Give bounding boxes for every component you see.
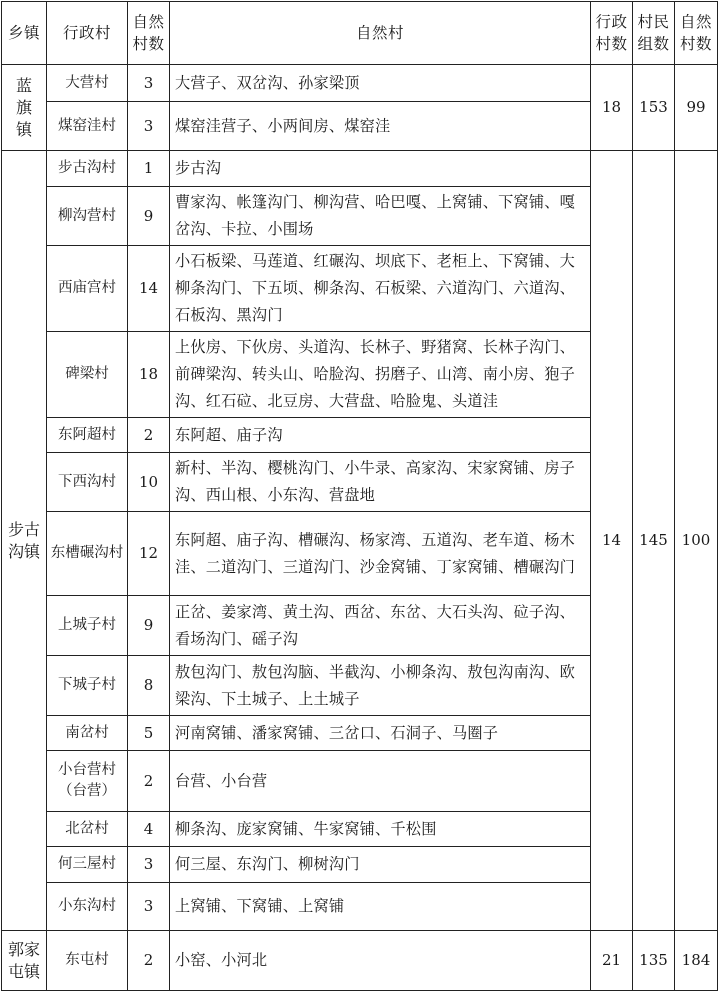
natural-count: 18: [128, 332, 170, 418]
table-row: [2, 931, 718, 991]
natural-count: 10: [128, 453, 170, 512]
admin-village-name: 柳沟营村: [47, 187, 128, 246]
natural-count: 9: [128, 596, 170, 656]
admin-total: 14: [591, 151, 633, 931]
admin-village-name: 东阿超村: [47, 418, 128, 453]
header-natural-villages: 自然村: [170, 2, 591, 65]
header-natural-count: 自然 村数: [128, 2, 170, 65]
natural-count: 5: [128, 716, 170, 751]
natural-count: 3: [128, 847, 170, 883]
natural-total: 99: [675, 65, 718, 151]
natural-count: 2: [128, 931, 170, 991]
admin-village-name: 南岔村: [47, 716, 128, 751]
header-group-total: 村民 组数: [633, 2, 675, 65]
admin-village-name: 上城子村: [47, 596, 128, 656]
natural-count: 3: [128, 65, 170, 102]
admin-village-name: 碑梁村: [47, 332, 128, 418]
natural-total: 100: [675, 151, 718, 931]
natural-count: 1: [128, 151, 170, 187]
natural-village-list: 步古沟: [170, 151, 591, 187]
natural-village-list: 大营子、双岔沟、孙家梁顶: [170, 65, 591, 102]
natural-count: 2: [128, 751, 170, 812]
group-total: 153: [633, 65, 675, 151]
natural-village-list: 煤窑洼营子、小两间房、煤窑洼: [170, 102, 591, 151]
table-body: [2, 65, 718, 991]
header-admin-total: 行政 村数: [591, 2, 633, 65]
admin-village-name: 下西沟村: [47, 453, 128, 512]
admin-village-name: 下城子村: [47, 656, 128, 716]
natural-count: 3: [128, 102, 170, 151]
natural-village-list: 台营、小台营: [170, 751, 591, 812]
group-total: 145: [633, 151, 675, 931]
natural-total: 184: [675, 931, 718, 991]
natural-village-list: 小窑、小河北: [170, 931, 591, 991]
admin-village-name: 何三屋村: [47, 847, 128, 883]
table-row: [2, 151, 718, 187]
header-admin-village: 行政村: [47, 2, 128, 65]
natural-village-list: 小石板梁、马莲道、红碾沟、坝底下、老柜上、下窝铺、大柳条沟门、下五顷、柳条沟、石板梁、六道沟门、六道沟、石板沟、黑沟门: [170, 246, 591, 332]
admin-village-name: 东槽碾沟村: [47, 512, 128, 596]
natural-count: 12: [128, 512, 170, 596]
admin-village-name: 小台营村 （台营）: [47, 751, 128, 812]
admin-village-name: 小东沟村: [47, 883, 128, 931]
natural-village-list: 何三屋、东沟门、柳树沟门: [170, 847, 591, 883]
admin-village-name: 煤窑洼村: [47, 102, 128, 151]
natural-count: 14: [128, 246, 170, 332]
admin-village-name: 东屯村: [47, 931, 128, 991]
natural-count: 9: [128, 187, 170, 246]
header-town: 乡镇: [2, 2, 47, 65]
table-row: [2, 65, 718, 102]
town-name: 郭家 屯镇: [2, 931, 47, 991]
admin-village-name: 西庙宫村: [47, 246, 128, 332]
natural-village-list: 敖包沟门、敖包沟脑、半截沟、小柳条沟、敖包沟南沟、欧梁沟、下土城子、上土城子: [170, 656, 591, 716]
table-header: [2, 2, 718, 65]
natural-count: 3: [128, 883, 170, 931]
natural-village-list: 柳条沟、庞家窝铺、牛家窝铺、千松围: [170, 812, 591, 847]
admin-total: 18: [591, 65, 633, 151]
admin-total: 21: [591, 931, 633, 991]
admin-village-name: 北岔村: [47, 812, 128, 847]
natural-village-list: 曹家沟、帐篷沟门、柳沟营、哈巴嘎、上窝铺、下窝铺、嘎岔沟、卡拉、小围场: [170, 187, 591, 246]
group-total: 135: [633, 931, 675, 991]
natural-count: 8: [128, 656, 170, 716]
natural-village-list: 河南窝铺、潘家窝铺、三岔口、石洞子、马圈子: [170, 716, 591, 751]
header-natural-total: 自然 村数: [675, 2, 718, 65]
admin-village-name: 大营村: [47, 65, 128, 102]
town-name: 步古 沟镇: [2, 151, 47, 931]
natural-village-list: 上伙房、下伙房、头道沟、长林子、野猪窝、长林子沟门、前碑梁沟、转头山、哈脸沟、拐磨子、山湾、南小房、狍子沟、红石砬、北豆房、大营盘、哈脸鬼、头道洼: [170, 332, 591, 418]
natural-village-list: 东阿超、庙子沟、槽碾沟、杨家湾、五道沟、老车道、杨木洼、二道沟门、三道沟门、沙金窝铺、丁家窝铺、槽碾沟门: [170, 512, 591, 596]
natural-village-list: 正岔、姜家湾、黄土沟、西岔、东岔、大石头沟、砬子沟、看场沟门、磘子沟: [170, 596, 591, 656]
natural-count: 4: [128, 812, 170, 847]
natural-count: 2: [128, 418, 170, 453]
village-table: [1, 1, 718, 991]
town-name: 蓝 旗 镇: [2, 65, 47, 151]
natural-village-list: 新村、半沟、樱桃沟门、小牛录、高家沟、宋家窝铺、房子沟、西山根、小东沟、营盘地: [170, 453, 591, 512]
natural-village-list: 上窝铺、下窝铺、上窝铺: [170, 883, 591, 931]
admin-village-name: 步古沟村: [47, 151, 128, 187]
natural-village-list: 东阿超、庙子沟: [170, 418, 591, 453]
